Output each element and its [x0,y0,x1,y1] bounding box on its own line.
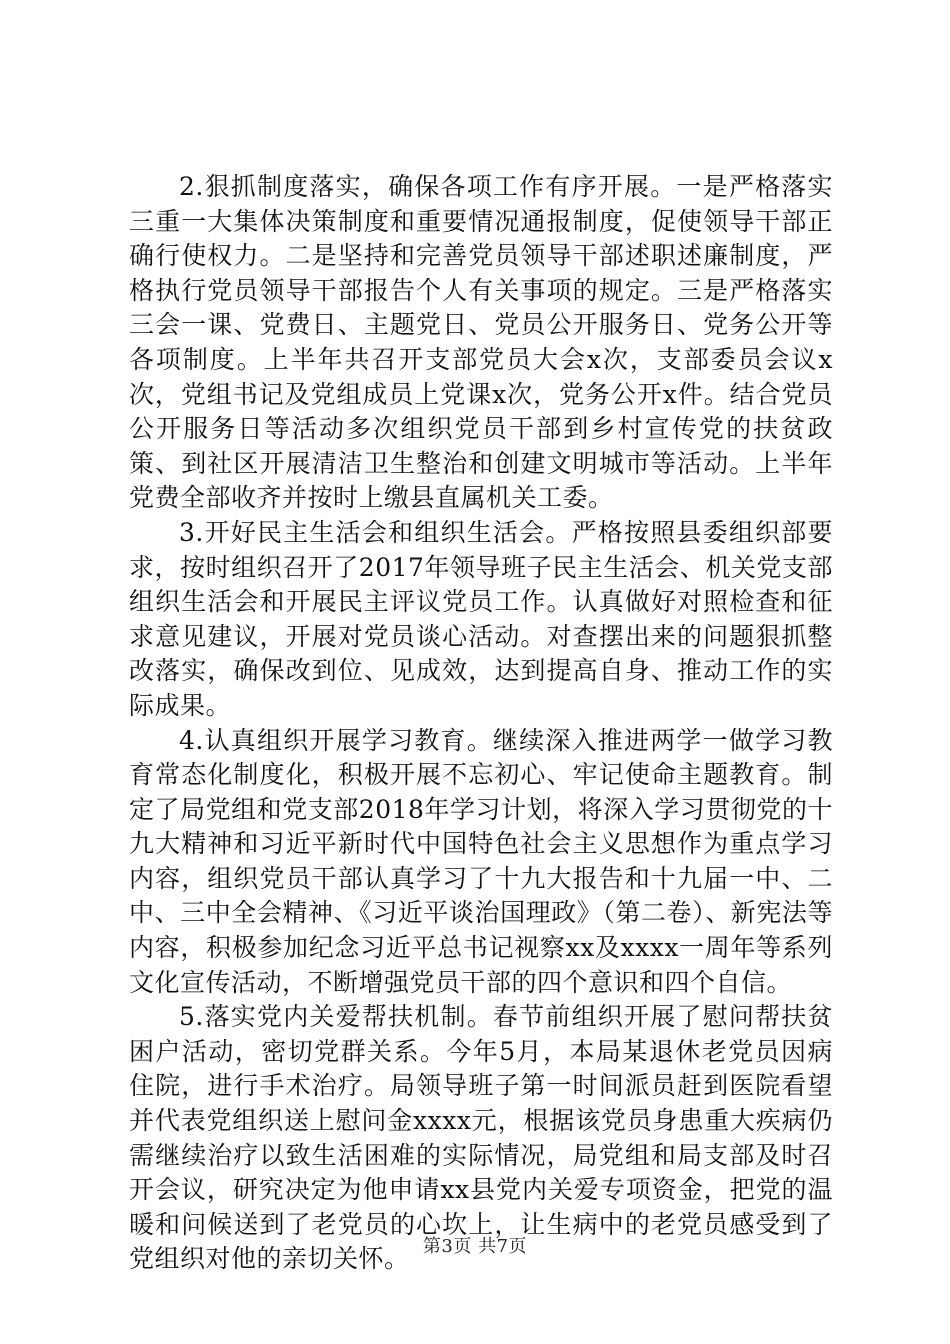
paragraph-item-3: 3.开好民主生活会和组织生活会。严格按照县委组织部要求，按时组织召开了2017年领导班子民主生活会、机关党支部组织生活会和开展民主评议党员工作。认真做好对照检查和征求意见建议，开展对党员谈心活动。对查摆出来的问题狠抓整改落实，确保改到位、见成效，达到提高自身、推动工作的实际成果。 [129,517,833,720]
page-number-footer: 第3页 共7页 [422,1236,528,1257]
paragraph-item-5: 5.落实党内关爱帮扶机制。春节前组织开展了慰问帮扶贫困户活动，密切党群关系。今年5月，本局某退休老党员因病住院，进行手术治疗。局领导班子第一时间派员赶到医院看望并代表党组织送上慰问金xxxx元，根据该党员身患重大疾病仍需继续治疗以致生活困难的实际情况，局党组和局支部及时召开会议，研究决定为他申请xx县党内关爱专项资金，把党的温暖和问候送到了老党员的心坎上，让生病中的老党员感受到了党组织对他的亲切关怀。 [129,1002,833,1274]
document-body [129,170,833,1277]
paragraph-item-4: 4.认真组织开展学习教育。继续深入推进两学一做学习教育常态化制度化，积极开展不忘初心、牢记使命主题教育。制定了局党组和党支部2018年学习计划，将深入学习贯彻党的十九大精神和习近平新时代中国特色社会主义思想作为重点学习内容，组织党员干部认真学习了十九大报告和十九届一中、二中、三中全会精神、《习近平谈治国理政》（第二卷）、新宪法等内容，积极参加纪念习近平总书记视察xx及xxxx一周年等系列文化宣传活动，不断增强党员干部的四个意识和四个自信。 [129,725,833,997]
paragraph-item-2: 2.狠抓制度落实，确保各项工作有序开展。一是严格落实三重一大集体决策制度和重要情况通报制度，促使领导干部正确行使权力。二是坚持和完善党员领导干部述职述廉制度，严格执行党员领导干部报告个人有关事项的规定。三是严格落实三会一课、党费日、主题党日、党员公开服务日、党务公开等各项制度。上半年共召开支部党员大会x次，支部委员会议x次，党组书记及党组成员上党课x次，党务公开x件。结合党员公开服务日等活动多次组织党员干部到乡村宣传党的扶贫政策、到社区开展清洁卫生整治和创建文明城市等活动。上半年党费全部收齐并按时上缴县直属机关工委。 [129,172,833,513]
